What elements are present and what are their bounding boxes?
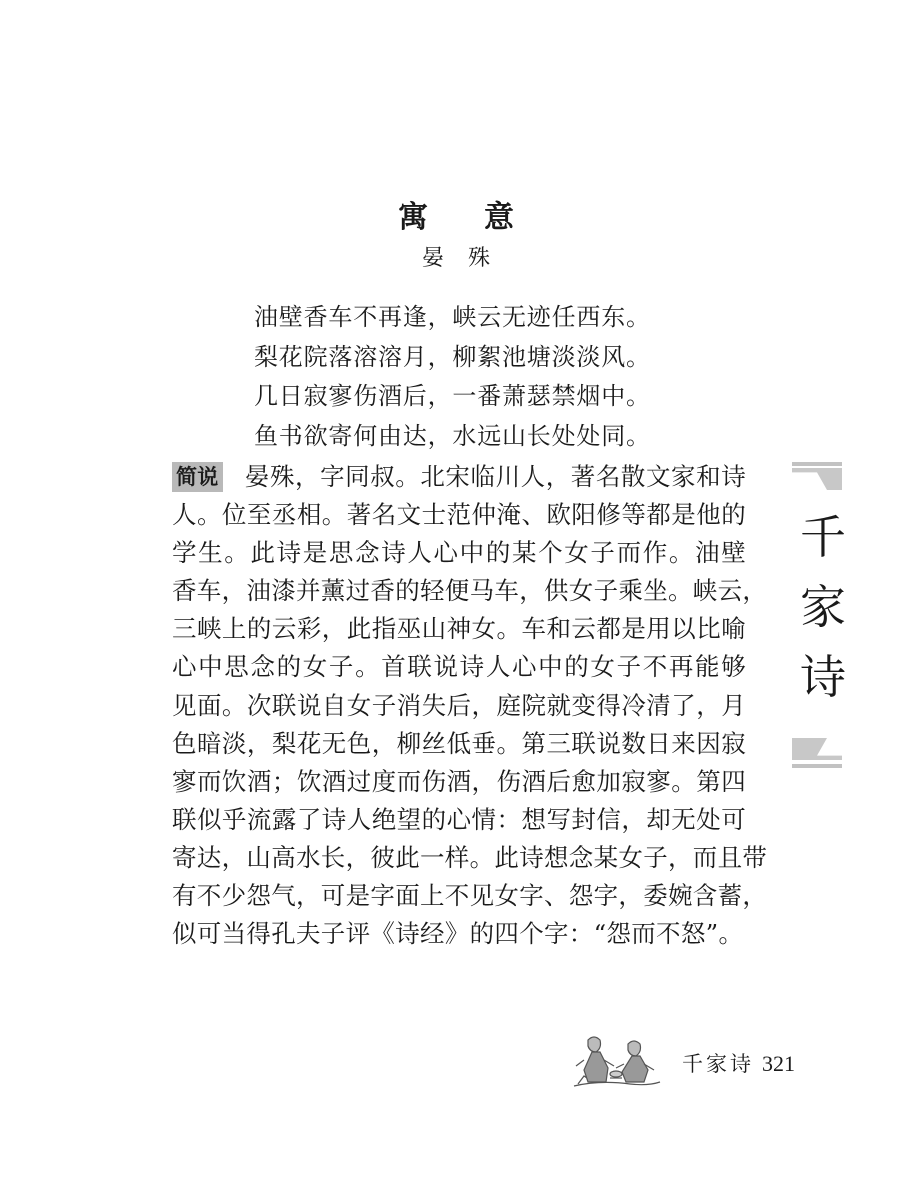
- side-tab-top-rule: [792, 462, 842, 466]
- commentary-line: 似可当得孔夫子评《诗经》的四个字：“怨而不怒”。: [172, 919, 744, 949]
- poem-author: 晏殊: [421, 246, 514, 271]
- page-number: 321: [762, 1051, 795, 1076]
- poem-line: 油壁香车不再逢，峡云无迹任西东。: [254, 303, 651, 331]
- side-tab-bottom-rule: [792, 764, 842, 768]
- commentary-line: 有不少怨气，可是字面上不见女字、怨字，委婉含蓄，: [172, 881, 768, 911]
- side-tab-char: 千: [800, 510, 846, 564]
- side-tab-char: 家: [800, 580, 846, 634]
- poem-line: 鱼书欲寄何由达，水远山长处处同。: [254, 421, 651, 450]
- commentary-line: 见面。次联说自女子消失后，庭院就变得冷清了，月: [172, 690, 746, 720]
- commentary: [172, 458, 768, 953]
- poem-title: 寓意: [398, 200, 570, 235]
- poem-body: [254, 298, 674, 456]
- commentary-line: 联似乎流露了诗人绝望的心情：想写封信，却无处可: [172, 804, 746, 834]
- commentary-line: 学生。此诗是思念诗人心中的某个女子而作。油壁: [172, 538, 746, 568]
- commentary-line: 寄达，山高水长，彼此一样。此诗想念某女子，而且带: [172, 842, 768, 872]
- commentary-line: 人。位至丞相。著名文士范仲淹、欧阳修等都是他的: [172, 500, 746, 530]
- footer-book-title: 千家诗: [682, 1052, 754, 1076]
- side-tab-bottom-bracket: [792, 738, 842, 760]
- commentary-line: [172, 458, 746, 496]
- commentary-tag: 简说: [172, 462, 223, 492]
- side-tab-label: [792, 502, 852, 712]
- side-tab-top-bracket: [792, 468, 842, 490]
- footer-running-title: [682, 1048, 795, 1078]
- commentary-line: 寥而饮酒；饮酒过度而伤酒，伤酒后愈加寂寥。第四: [172, 766, 746, 796]
- commentary-text: 晏殊，字同叔。北宋临川人，著名散文家和诗: [244, 462, 746, 491]
- commentary-line: 心中思念的女子。首联说诗人心中的女子不再能够: [172, 652, 746, 682]
- commentary-line: 三峡上的云彩，此指巫山神女。车和云都是用以比喻: [172, 614, 746, 644]
- side-tab-char: 诗: [800, 650, 846, 704]
- page-footer: [570, 1030, 810, 1090]
- commentary-line: 色暗淡，梨花无色，柳丝低垂。第三联说数日来因寂: [172, 728, 746, 758]
- poem-line: 几日寂寥伤酒后，一番萧瑟禁烟中。: [254, 382, 651, 410]
- side-thumb-tab: [792, 462, 852, 768]
- commentary-line: 香车，油漆并薰过香的轻便马车，供女子乘坐。峡云，: [172, 576, 768, 606]
- poem-line: 梨花院落溶溶月，柳絮池塘淡淡风。: [254, 342, 651, 371]
- two-scholars-drinking-icon: [570, 1030, 662, 1090]
